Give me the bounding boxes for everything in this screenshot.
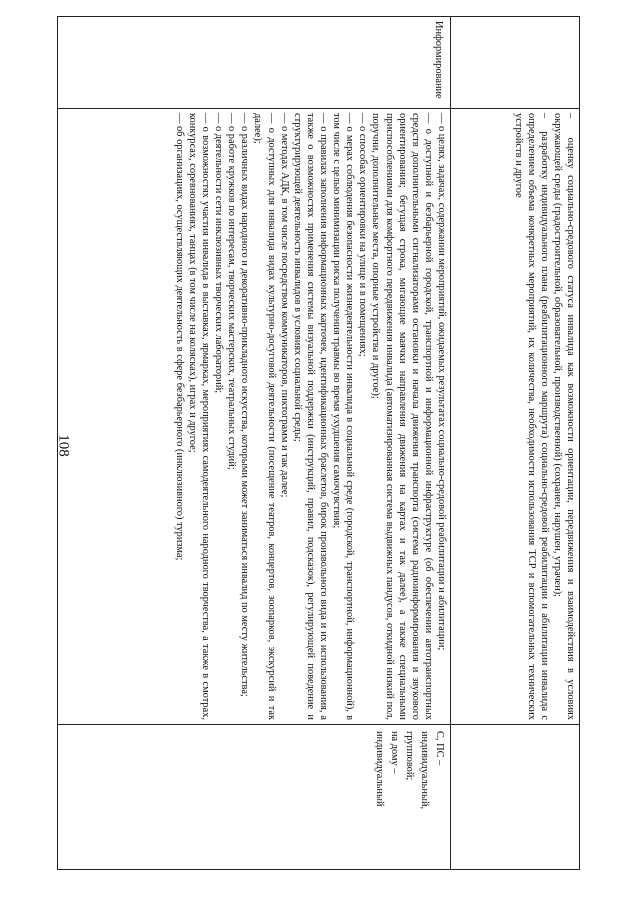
rotated-table-container [57,16,580,869]
service-form-line: С, ПС – [434,731,445,766]
list-item: — о деятельности сети инклюзивных творческих лабораторий; [213,113,225,394]
list-item: — о различных видах народного и декоративно-прикладного искусства, которыми может заниматься инвалид по месту жительства; [239,113,251,697]
list-item: — о правилах заполнения информационных карточек, идентификационных браслетов, бирок произвольного вида и их использования, а также о возможностях применения системы визуальной поддержки (инструкций, правил, подсказок), регулирующей поведение и структурирующей деятельность инвалидов в условиях социальной среды; [291,113,330,720]
list-item: – разработку индивидуального плана (реабилитационного маршрута) социально-средовой реабилитации и абилитации инвалида с определением объема конкретных мероприятий, их количества, необходимости использования ТСР и вспомогательных технических устройств и другое [512,113,550,720]
list-item: — о возможностях участия инвалида в выставках, ярмарках, мероприятиях самодеятельного народного творчества, а также в смотрах, конкурсах, соревнованиях, танцах (в том числе на колясках), играх и другое; [186,113,212,720]
table-row [58,17,451,870]
list-item: — о целях, задачах, содержании мероприятий, ожидаемых результатах социально-средовой реабилитации и абилитации; [436,113,447,651]
row2-content-cell [58,109,451,725]
service-form-line: групповой; [403,731,415,781]
list-item: — об организациях, осуществляющих деятельность в сфере безбарьерного (инклюзивного) туризма; [173,113,185,561]
service-form-line: индивидуальный [373,731,385,807]
services-table [57,16,580,870]
row1-content-cell [451,109,580,725]
row2-title-cell [58,17,451,109]
list-item: — о работе кружков по интересам, творческих мастерских, театральных студий; [226,113,238,470]
list-item: — о методах АДК, в том числе посредством коммуникаторов, пиктограмм и так далее; [278,113,290,498]
list-item: — о мерах соблюдения безопасности жизнедеятельности инвалида в социальной среде (городской, транспортной, информационной), в том числе с целью минимизации риска получения травмы во время ухудшения самочувствия; [331,113,356,720]
row1-title-cell [451,17,580,109]
list-item: — о способах ориентировки на улице и в помещениях; [357,113,369,357]
service-form-line: на дому – [388,731,400,774]
list-item-text: оценку социально-средового статуса инвалида как возможности ориентации, передвижения и взаимодействия в условиях окружающей среды (градостроительной, образовательной, производственной) (сохранен, нарушен, утрачен); [551,113,576,720]
list-item: — о доступной и безбарьерной городской, транспортной и информационной инфраструктуре (об обеспечении автотранспортных средств дополнительными сигнализаторами остановки и начала движения транспорта (система радиоинформирования и звукового ориентирования; бегущая строка, мигающие маячки направления движения на картах и так далее), а также специальными приспособлениями для комфортного передвижения инвалида (автоматизированная система выдвижных пандусов, откидной низкий пол, поручни, дополнительные места, опорные устройства и другое); [370,113,434,720]
service-form-line: индивидуальный, [418,731,430,810]
row2-form-cell [58,725,451,870]
page-number: 108 [55,434,72,457]
row1-form-cell [451,725,580,870]
list-item: – оценку социально-средового статуса инвалида как возможности ориентации, передвижения и взаимодействия в условиях окружающей среды (градостроительной, образовательной, производственной) (сохранен, нарушен, утрачен); [551,113,576,720]
list-item-text: разработку индивидуального плана (реабилитационного маршрута) социально-средовой реабилитации и абилитации инвалида с определением объема конкретных мероприятий, их количества, необходимости использования ТСР и вспомогательных технических устройств и другое [512,113,550,720]
list-item: — о доступных для инвалида видах культурно-досуговой деятельности (посещение театров, концертов, зоопарков, экскурсий и так далее); [252,113,277,720]
row-title: Информирование [433,21,444,99]
table-row [451,17,580,870]
